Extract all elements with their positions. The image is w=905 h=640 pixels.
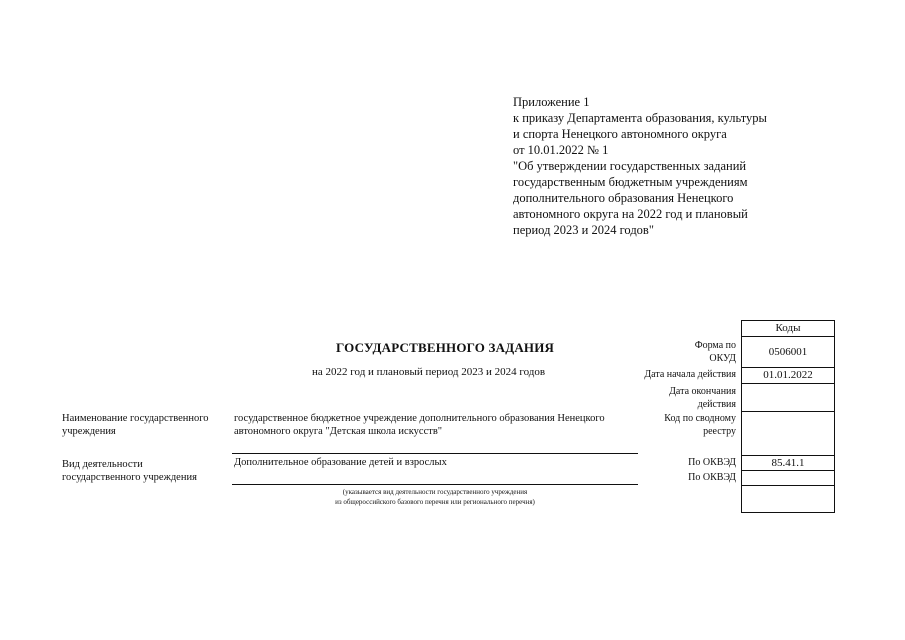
activity-line-bottom bbox=[232, 484, 638, 485]
okved-cell: 85.41.1 bbox=[741, 455, 835, 471]
activity-label-cont: государственного учреждения bbox=[62, 472, 197, 483]
start-date-label: Дата начала действия bbox=[644, 369, 736, 380]
start-date-cell: 01.01.2022 bbox=[741, 367, 835, 384]
activity-note-cont: из общероссийского базового перечня или регионального перечня) bbox=[335, 498, 535, 506]
appendix-line: к приказу Департамента образования, культуры bbox=[513, 111, 767, 125]
activity-value: Дополнительное образование детей и взрослых bbox=[234, 457, 447, 468]
appendix-line: "Об утверждении государственных заданий bbox=[513, 159, 747, 173]
activity-note: (указывается вид деятельности государственного учреждения bbox=[342, 488, 528, 496]
activity-label: Вид деятельности bbox=[62, 459, 143, 470]
appendix-line: и спорта Ненецкого автономного округа bbox=[513, 127, 727, 141]
document-subtitle: на 2022 год и плановый период 2023 и 2024 годов bbox=[312, 366, 546, 378]
registry-code-cell bbox=[741, 411, 835, 456]
activity-line-top bbox=[232, 453, 638, 454]
institution-label-cont: учреждения bbox=[62, 426, 116, 437]
document-title: ГОСУДАРСТВЕННОГО ЗАДАНИЯ bbox=[336, 340, 555, 355]
appendix-line: дополнительного образования Ненецкого bbox=[513, 191, 734, 205]
end-date-cell bbox=[741, 383, 835, 412]
extra-code-cell bbox=[741, 485, 835, 513]
okved-label: По ОКВЭД bbox=[688, 457, 736, 468]
appendix-line: государственным бюджетным учреждениям bbox=[513, 175, 748, 189]
okved-label-2: По ОКВЭД bbox=[688, 472, 736, 483]
okud-label: Форма по ОКУД bbox=[694, 340, 736, 364]
appendix-line: от 10.01.2022 № 1 bbox=[513, 143, 609, 157]
appendix-line: период 2023 и 2024 годов" bbox=[513, 223, 654, 237]
institution-label: Наименование государственного bbox=[62, 413, 209, 424]
institution-value-cont: автономного округа "Детская школа искусств" bbox=[234, 426, 443, 437]
registry-code-label: Код по сводному реестру bbox=[664, 413, 736, 437]
codes-header: Коды bbox=[741, 320, 835, 337]
okved-cell-2 bbox=[741, 470, 835, 486]
okud-cell: 0506001 bbox=[741, 336, 835, 368]
appendix-line: автономного округа на 2022 год и плановый bbox=[513, 207, 748, 221]
appendix-line: Приложение 1 bbox=[513, 95, 590, 109]
institution-value: государственное бюджетное учреждение дополнительного образования Ненецкого bbox=[234, 413, 605, 424]
end-date-label: Дата окончания действия bbox=[669, 386, 736, 410]
